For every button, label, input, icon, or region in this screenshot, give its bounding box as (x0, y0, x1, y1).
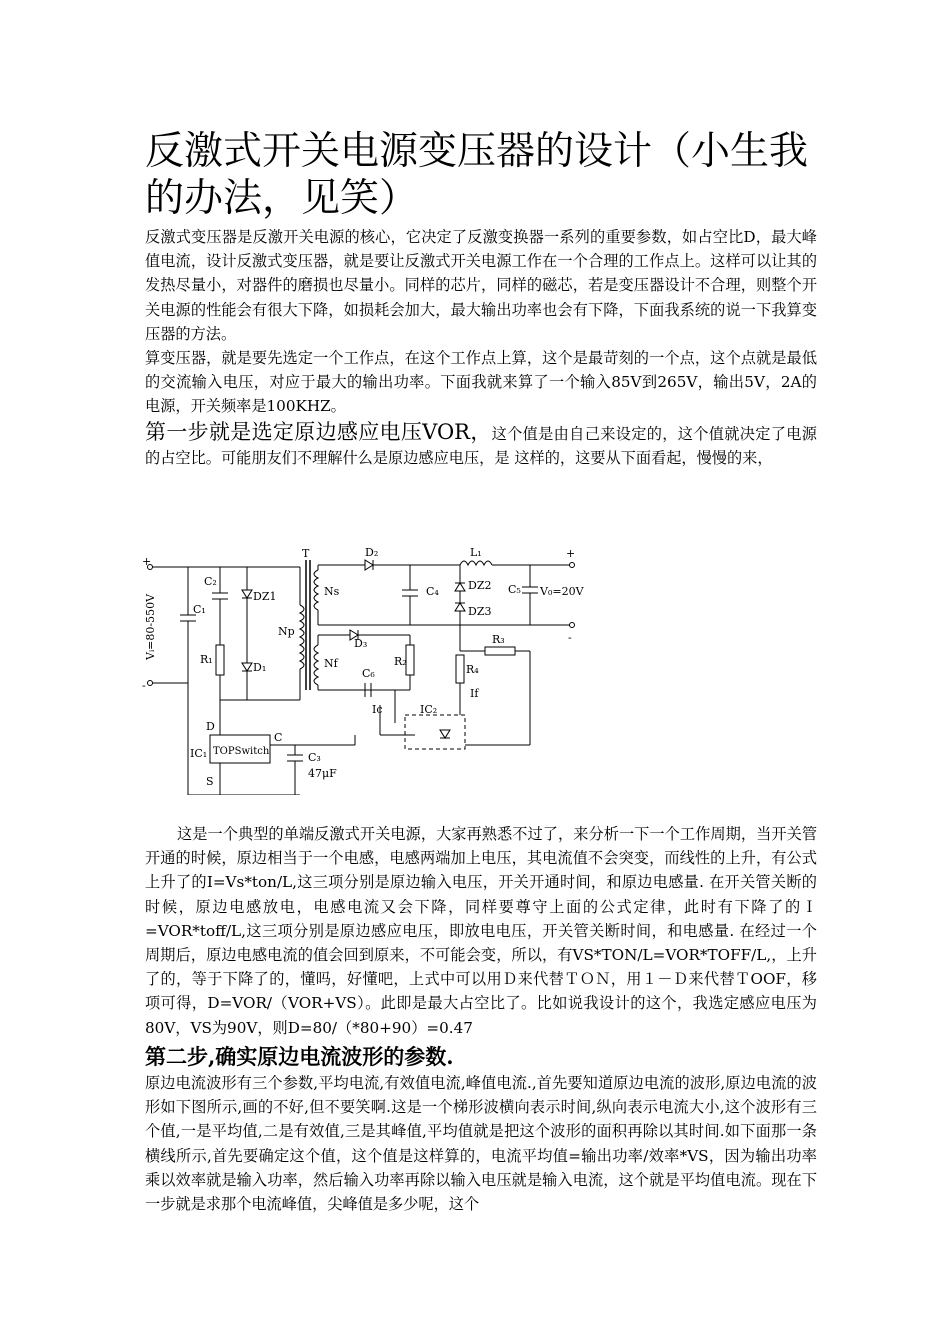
dz3-label: DZ3 (468, 605, 492, 618)
step1-text: 这个值是由自己来设定的，这个值就决定了电源的占空比。可能朋友们不理解什么是原边感应电压，是 这样的，这要从下面看起，慢慢的来， (145, 425, 817, 468)
optocoupler-ic2 (405, 715, 465, 749)
output-minus-label: - (568, 631, 572, 644)
input-minus-label: - (142, 679, 146, 692)
output-voltage-label: V₀=20V (540, 585, 584, 598)
c3-value-label: 47μF (308, 767, 337, 780)
input-plus-label: + (142, 555, 152, 568)
c3-label: C₃ (308, 751, 321, 764)
document-title: 反激式开关电源变压器的设计（小生我的办法，见笑） (145, 129, 809, 221)
dz2-label: DZ2 (468, 579, 492, 592)
pin-c-label: C (274, 731, 283, 744)
r4-label: R₄ (466, 663, 479, 676)
if-current-label: If (470, 687, 479, 700)
l1-label: L₁ (470, 546, 482, 559)
output-plus-label: + (566, 547, 576, 560)
step2-paragraph: 原边电流波形有三个参数,平均电流,有效值电流,峰值电流.,首先要知道原边电流的波形,原边电流的波形如下图所示,画的不好,但不要笑啊.这是一个梯形波横向表示时间,纵向表示电流大小,这个波形有三个值,一是平均值,二是有效值,三是其峰值,平均值就是把这个波形的面积再除以其时间.如下面那一条横线所示,首先要确定这个值，这个值是这样算的，电流平均值=输出功率/效率*VS，因为输出功率乘以效率就是输入功率，然后输入功率再除以输入电压就是输入电流，这个就是平均值电流。现在下一步就是求那个电流峰值，尖峰值是多少呢，这个 (145, 1074, 817, 1214)
analysis-paragraph: 这是一个典型的单端反激式开关电源，大家再熟悉不过了，来分析一下一个工作周期，当开关管开通的时候，原边相当于一个电感，电感两端加上电压，其电流值不会突变，而线性的上升，有公式上升了的I=Vs*ton/L,这三项分别是原边输入电压，开关开通时间，和原边电感量. 在开关管关断的时候，原边电感放电，电感电流又会下降，同样要尊守上面的公式定律，此时有下降了的Ｉ=VOR*toff/L,这三项分别是原边感应电压，即放电电压，开关管关断时间，和电感量. 在经过一个周期后，原边电感电流的值会回到原来，不可能会变，所以，有VS*TON/L=VOR*TOFF/L,，上升了的，等于下降了的，懂吗，好懂吧，上式中可以用Ｄ来代替ＴＯＮ，用１－Ｄ来代替ＴOOF，移项可得，D=VOR/（VOR+VS）。此即是最大占空比了。比如说我设计的这个，我选定感应电压为80V，VS为90V，则D=80/（*80+90）=0.47 (145, 825, 817, 1037)
output-minus-terminal (570, 623, 575, 628)
step2-heading: 第二步,确实原边电流波形的参数. (145, 1044, 454, 1069)
output-plus-terminal (570, 563, 575, 568)
dz1-label: DZ1 (253, 590, 277, 603)
c5-label: C₅ (508, 583, 521, 596)
step1-paragraph (145, 420, 817, 470)
flyback-circuit-diagram (140, 545, 600, 795)
secondary-winding-label: Ns (324, 585, 340, 598)
c1-label: C₁ (193, 603, 206, 616)
pin-d-label: D (206, 720, 215, 733)
d1-label: D₁ (253, 661, 267, 674)
r3-label: R₃ (492, 633, 505, 646)
c2-label: C₂ (204, 575, 217, 588)
ic1-label: IC₁ (190, 747, 208, 760)
operating-point-paragraph: 算变压器，就是要先选定一个工作点，在这个工作点上算，这个是最苛刻的一个点，这个点就是最低的交流输入电压，对应于最大的输出功率。下面我就来算了一个输入85V到265V，输出5V，2A的电源，开关频率是100KHZ。 (145, 349, 817, 416)
c6-label: C₆ (362, 667, 375, 680)
r1-label: R₁ (200, 653, 213, 666)
ic2-label: IC₂ (420, 703, 438, 716)
r2-label: R₂ (394, 655, 407, 668)
ic-current-label: Ic (372, 703, 383, 716)
pin-s-label: S (206, 775, 214, 788)
input-minus-terminal (148, 681, 153, 686)
intro-paragraph: 反激式变压器是反激开关电源的核心，它决定了反激变换器一系列的重要参数，如占空比D，最大峰值电流，设计反激式变压器，就是要让反激式开关电源工作在一个合理的工作点上。这样可以让其的发热尽量小，对器件的磨损也尽量小。同样的芯片，同样的磁芯，若是变压器设计不合理，则整个开关电源的性能会有很大下降，如损耗会加大，最大输出功率也会有下降，下面我系统的说一下我算变压器的方法。 (145, 228, 817, 343)
primary-winding-label: Np (278, 625, 295, 638)
step1-heading: 第一步就是选定原边感应电压VOR， (145, 420, 492, 444)
c4-label: C₄ (426, 585, 439, 598)
feedback-winding-label: Nf (324, 657, 338, 670)
transformer-label: T (302, 547, 310, 560)
d3-label: D₃ (354, 637, 368, 650)
topswitch-label: TOPSwitch (213, 746, 270, 757)
input-voltage-label: Vᵢ=80-550V (144, 593, 157, 660)
d2-label: D₂ (365, 546, 379, 559)
